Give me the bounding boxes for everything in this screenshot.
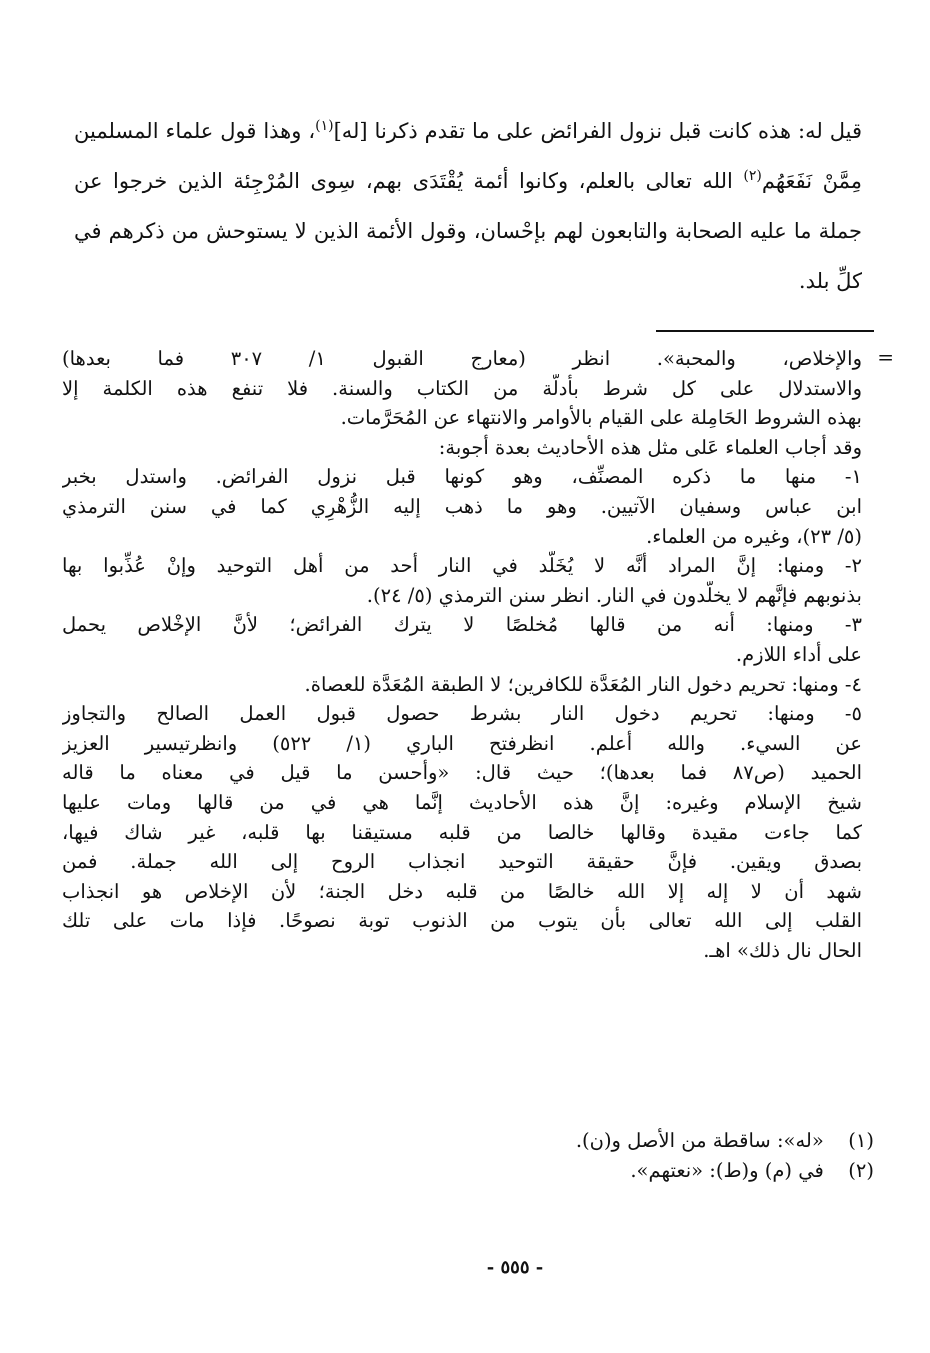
footnote-line: شيخ الإسلام وغيره: إنَّ هذه الأحاديث إنَّما هي في من قالها ومات عليها (62, 790, 862, 814)
footnote-line: ٣- ومنها: أنه من قالها مُخلصًا لا يترك الفرائض؛ لأنَّ الإخْلاص يحمل (62, 613, 862, 637)
footnote-line: ٤- ومنها: تحريم دخول النار المُعَدَّة للكافرين؛ لا الطبقة المُعَدَّة للعصاة. (304, 672, 862, 696)
footnote-line: بهذه الشروط الحَامِلة على القيام بالأوامر والانتهاء عن المُحَرَّمات. (340, 406, 862, 430)
footnote-line: الحال نال ذلك» اهـ. (703, 938, 862, 962)
footnote-line: الحميد (ص٨٧ فما بعدها)؛ حيث قال: «وأحسن ما قيل في معناه ما قاله (62, 761, 862, 785)
footnote-line: شهد أن لا إله إلا الله خالصًا من قلبه دخل الجنة؛ لأن الإخلاص هو انجذاب (62, 879, 862, 903)
footnote-line: عن السيء. والله أعلم. انظرفتح الباري (١/ ٥٢٢) وانظرتيسير العزيز (62, 731, 862, 755)
footnote-1 (62, 1126, 874, 1156)
footnote-text: «له»: ساقطة من الأصل و(ن). (575, 1129, 824, 1152)
footnote-ref-1: (١) (315, 118, 334, 134)
footnote-line: والاستدلال على كل شرط بأدلَّة من الكتاب والسنة. فلا تنفع هذه الكلمة إلا (62, 376, 862, 400)
main-paragraph (74, 106, 862, 306)
page-number: - ٥٥٥ - (486, 1257, 544, 1278)
footnote-2 (62, 1156, 874, 1186)
footnote-line: القلب إلى الله تعالى بأن يتوب من الذنوب توبة نصوحًا. فإذا مات على تلك (62, 909, 862, 933)
footnote-line: كما جاءت مقيدة وقالها خالصا من قلبه مستيقنا بها قلبه، غير شاك فيها، (62, 820, 862, 844)
footnote-line: (٥/ ٢٣)، وغيره من العلماء. (646, 524, 862, 548)
main-text-part-3: الله تعالى بالعلم، وكانوا أئمة يُقْتَدَى بهم، سِوى المُرْجِئة الذين خرجوا عن جملة ما عليه الصحابة والتابعون لهم بإحْسان، وقول الأئمة الذين لا يستوحش من ذكرهم في كلِّ بلد. (74, 169, 862, 293)
footnote-separator (656, 330, 874, 332)
footnotes (62, 1126, 874, 1186)
footnote-number: (٢) (848, 1159, 874, 1182)
footnote-ref-2: (٢) (743, 168, 762, 184)
footnote-line: على أداء اللازم. (735, 642, 862, 666)
main-text-part-1: قيل له: هذه كانت قبل نزول الفرائض على ما تقدم ذكرنا [له] (333, 119, 862, 143)
footnote-line: ٢- ومنها: إنَّ المراد أنَّه لا يُخَلَّد في النار أحد من أهل التوحيد وإنْ عُذِّبوا بها (62, 554, 862, 578)
main-text-part-2: ، وهذا قول علماء المسلمين مِمَّنْ نَفَعَهُم (74, 119, 862, 193)
footnote-continuation (62, 344, 862, 965)
footnote-line: بصدق ويقين. فإنَّ حقيقة التوحيد انجذاب الروح إلى الله جملة. فمن (62, 850, 862, 874)
continuation-mark: = (877, 345, 894, 369)
footnote-line: وقد أجاب العلماء عَلى مثل هذه الأحاديث بعدة أجوبة: (438, 435, 862, 459)
footnote-line: ٥- ومنها: تحريم دخول النار بشرط حصول قبول العمل الصالح والتجاوز (62, 702, 862, 726)
footnote-line: ١- منها ما ذكره المصنِّف، وهو كونها قبل نزول الفرائض. واستدل بخبر (62, 465, 862, 489)
footnote-text: في (م) و(ط): «نعتهم». (630, 1159, 824, 1182)
footnote-line: والإخلاص، والمحبة». انظر (معارج القبول ١/ ٣٠٧ فما بعدها) (62, 347, 862, 370)
footnote-line: ابن عباس وسفيان الآتيين. وهو ما ذهب إليه الزُّهْرِي كما في سنن الترمذي (62, 494, 862, 518)
footnote-number: (١) (848, 1129, 874, 1152)
footnote-line: بذنوبهم فإنَّهم لا يخلَّدون في النار. انظر سنن الترمذي (٥/ ٢٤). (366, 583, 862, 607)
